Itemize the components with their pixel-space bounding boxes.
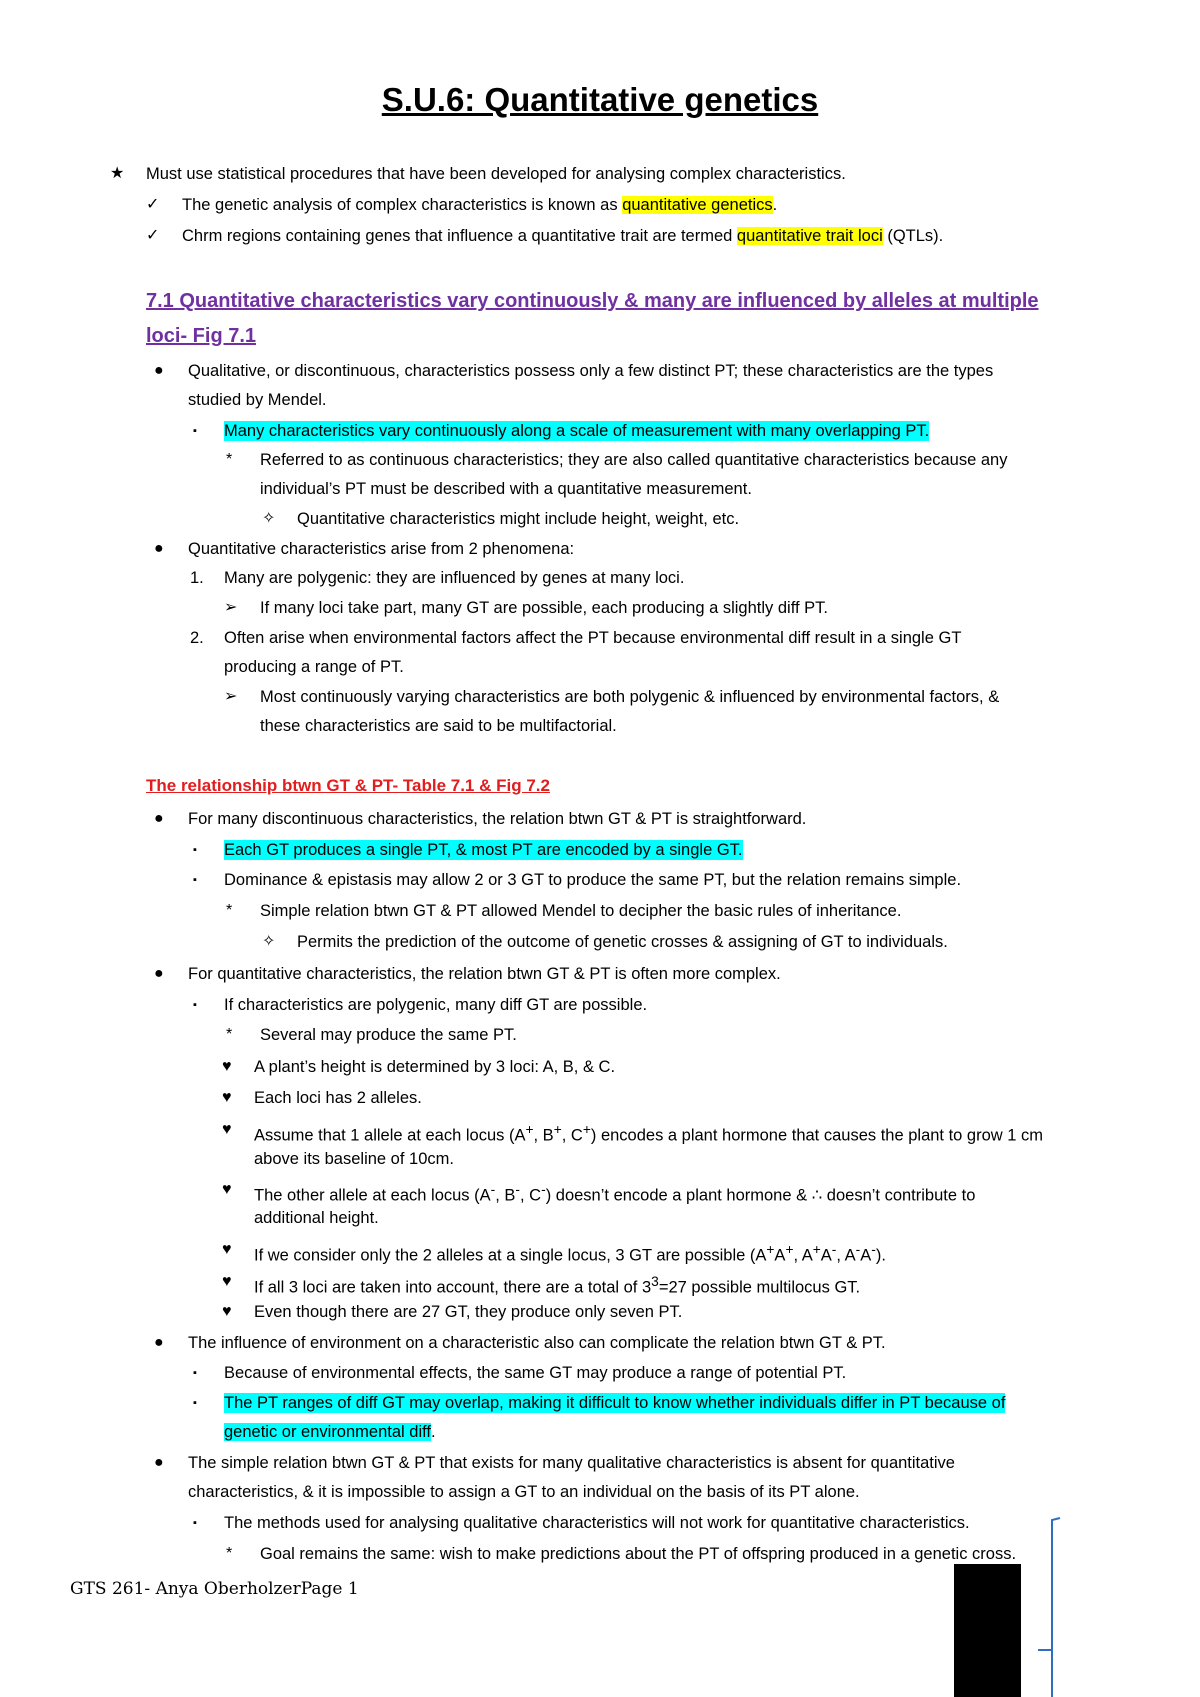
page-title: S.U.6: Quantitative genetics <box>381 81 819 118</box>
text-line: A plant’s height is determined by 3 loci: A, B, & C. <box>254 1058 616 1076</box>
text-line: Simple relation btwn GT & PT allowed Mendel to decipher the basic rules of inheritance. <box>260 902 902 920</box>
intro-line-3: Chrm regions containing genes that influence a quantitative trait are termed quantitative trait loci (QTLs). <box>182 227 944 245</box>
section-heading-relationship: The relationship btwn GT & PT- Table 7.1 & Fig 7.2 <box>146 776 550 795</box>
heart-bullet-icon: ♥ <box>222 1121 232 1138</box>
diamond-bullet-icon: ✧ <box>262 933 276 950</box>
text-line: Quantitative characteristics arise from 2 phenomena: <box>188 540 575 558</box>
text-line: Qualitative, or discontinuous, characteristics possess only a few distinct PT; these characteristics are the types <box>188 362 994 380</box>
text-line: If all 3 loci are taken into account, there are a total of $3^3=27$ possible multilocus GT. <box>254 1274 861 1297</box>
list-number: 1. <box>190 569 204 587</box>
disc-bullet-icon: ● <box>154 362 164 379</box>
section-heading-7-1-line2: loci- Fig 7.1 <box>146 325 257 347</box>
text-line: Several may produce the same PT. <box>260 1026 517 1044</box>
text-line: Most continuously varying characteristics are both polygenic & influenced by environmental factors, & <box>260 688 1000 706</box>
blue-bracket-icon <box>1030 1510 1070 1697</box>
text-line: studied by Mendel. <box>188 391 327 409</box>
text-line: Often arise when environmental factors affect the PT because environmental diff result in a single GT <box>224 629 962 647</box>
star-bullet-icon: ★ <box>110 165 125 182</box>
highlight-qtl: quantitative trait loci <box>736 227 883 245</box>
square-bullet-icon: ▪ <box>193 874 197 886</box>
list-number: 2. <box>190 629 204 647</box>
page-footer: GTS 261- Anya OberholzerPage 1 <box>70 1579 359 1599</box>
highlight-line: genetic or environmental diff. <box>224 1423 436 1441</box>
check-bullet-icon: ✓ <box>146 227 160 244</box>
text-line: Even though there are 27 GT, they produce only seven PT. <box>254 1303 683 1321</box>
section-heading-7-1-line1: 7.1 Quantitative characteristics vary continuously & many are influenced by alleles at multiple <box>146 290 1039 312</box>
text-line: Goal remains the same: wish to make predictions about the PT of offspring produced in a genetic cross. <box>260 1545 1017 1563</box>
highlight-line: Each GT produces a single PT, & most PT are encoded by a single GT. <box>224 841 743 859</box>
asterisk-bullet-icon: * <box>226 902 233 919</box>
black-block <box>954 1564 1021 1697</box>
heart-bullet-icon: ♥ <box>222 1181 232 1198</box>
highlight-quantitative-genetics: quantitative genetics <box>622 196 773 214</box>
text-line: If we consider only the 2 alleles at a single locus, 3 GT are possible (A+A+, A+A-, A-A-). <box>254 1242 886 1265</box>
disc-bullet-icon: ● <box>154 540 164 557</box>
heart-bullet-icon: ♥ <box>222 1303 232 1320</box>
text-line: For many discontinuous characteristics, the relation btwn GT & PT is straightforward. <box>188 810 807 828</box>
text-line: Assume that 1 allele at each locus (A+, B+, C+) encodes a plant hormone that causes the plant to grow 1 cm <box>254 1122 1044 1145</box>
text-line: Dominance & epistasis may allow 2 or 3 GT to produce the same PT, but the relation remains simple. <box>224 871 962 889</box>
diamond-bullet-icon: ✧ <box>262 510 276 527</box>
square-bullet-icon: ▪ <box>193 425 197 437</box>
square-bullet-icon: ▪ <box>193 1517 197 1529</box>
disc-bullet-icon: ● <box>154 1454 164 1471</box>
heart-bullet-icon: ♥ <box>222 1058 232 1075</box>
square-bullet-icon: ▪ <box>193 844 197 856</box>
text-line: additional height. <box>254 1209 379 1227</box>
text-line: Permits the prediction of the outcome of genetic crosses & assigning of GT to individuals. <box>297 933 948 951</box>
asterisk-bullet-icon: * <box>226 1545 233 1562</box>
text-line: characteristics, & it is impossible to assign a GT to an individual on the basis of its PT alone. <box>188 1483 860 1501</box>
text-line: individual’s PT must be described with a quantitative measurement. <box>260 480 752 498</box>
text-line: Because of environmental effects, the same GT may produce a range of potential PT. <box>224 1364 847 1382</box>
text-line: Referred to as continuous characteristics; they are also called quantitative characteristics because any <box>260 451 1008 469</box>
square-bullet-icon: ▪ <box>193 1367 197 1379</box>
text-line: Each loci has 2 alleles. <box>254 1089 422 1107</box>
text-line: these characteristics are said to be multifactorial. <box>260 717 617 735</box>
check-bullet-icon: ✓ <box>146 196 160 213</box>
text-line: The influence of environment on a characteristic also can complicate the relation btwn GT & PT. <box>188 1334 886 1352</box>
disc-bullet-icon: ● <box>154 810 164 827</box>
highlight-line: The PT ranges of diff GT may overlap, making it difficult to know whether individuals differ in PT because of <box>224 1394 1006 1412</box>
intro-line-2: The genetic analysis of complex characteristics is known as quantitative genetics. <box>182 196 778 214</box>
arrowhead-bullet-icon: ➢ <box>224 599 238 616</box>
heart-bullet-icon: ♥ <box>222 1273 232 1290</box>
text-line: If characteristics are polygenic, many diff GT are possible. <box>224 996 648 1014</box>
disc-bullet-icon: ● <box>154 965 164 982</box>
text-line: The other allele at each locus (A-, B-, C-) doesn’t encode a plant hormone & ∴ doesn’t contribute to <box>254 1182 976 1205</box>
asterisk-bullet-icon: * <box>226 1026 233 1043</box>
disc-bullet-icon: ● <box>154 1334 164 1351</box>
text-line: If many loci take part, many GT are possible, each producing a slightly diff PT. <box>260 599 829 617</box>
heart-bullet-icon: ♥ <box>222 1241 232 1258</box>
text-line: Many are polygenic: they are influenced by genes at many loci. <box>224 569 685 587</box>
text-line: The methods used for analysing qualitative characteristics will not work for quantitative characteristics. <box>224 1514 970 1532</box>
arrowhead-bullet-icon: ➢ <box>224 688 238 705</box>
highlight-line: Many characteristics vary continuously along a scale of measurement with many overlapping PT. <box>224 422 930 440</box>
text-line: above its baseline of 10cm. <box>254 1150 454 1168</box>
text-line: Quantitative characteristics might include height, weight, etc. <box>297 510 740 528</box>
text-line: For quantitative characteristics, the relation btwn GT & PT is often more complex. <box>188 965 781 983</box>
square-bullet-icon: ▪ <box>193 1397 197 1409</box>
text-line: producing a range of PT. <box>224 658 404 676</box>
square-bullet-icon: ▪ <box>193 999 197 1011</box>
intro-line-1: Must use statistical procedures that have been developed for analysing complex characteristics. <box>146 165 846 183</box>
asterisk-bullet-icon: * <box>226 451 233 468</box>
text-line: The simple relation btwn GT & PT that exists for many qualitative characteristics is absent for quantitative <box>188 1454 955 1472</box>
heart-bullet-icon: ♥ <box>222 1089 232 1106</box>
